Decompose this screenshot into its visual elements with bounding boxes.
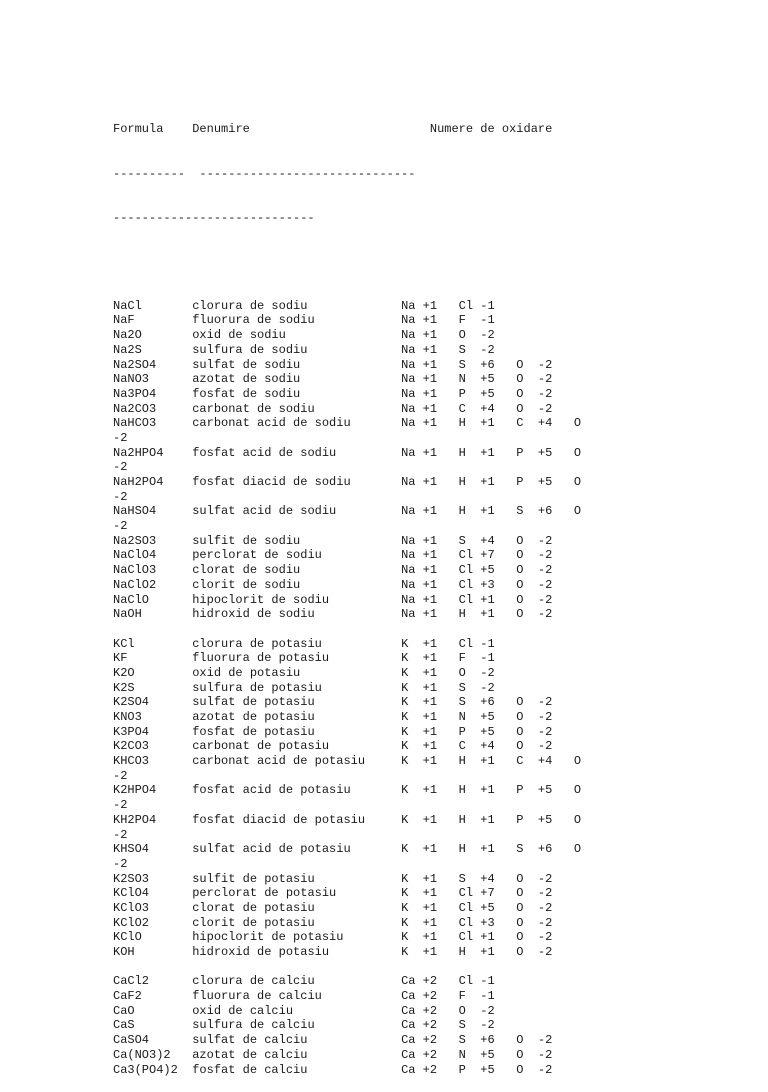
- compound-name: azotat de potasiu: [192, 710, 402, 725]
- compound-row: [113, 872, 581, 887]
- oxidation-numbers: Na +1 H +1 O -2: [401, 607, 553, 622]
- oxidation-numbers: K +1 H +1 O -2: [401, 945, 553, 960]
- compound-name: sulfat acid de potasiu: [192, 842, 402, 857]
- compound-row: [113, 1048, 581, 1063]
- wrapped-oxidation: -2: [113, 827, 128, 842]
- compound-name: hidroxid de sodiu: [192, 607, 402, 622]
- compound-formula: K2SO3: [113, 871, 193, 886]
- compound-row: [113, 916, 581, 931]
- compound-formula: CaSO4: [113, 1033, 193, 1048]
- compound-formula: K2O: [113, 665, 193, 680]
- compound-name: hidroxid de potasiu: [192, 945, 402, 960]
- oxidation-numbers: Ca +2 S +6 O -2: [401, 1033, 553, 1048]
- compound-formula: KHCO3: [113, 754, 193, 769]
- compound-row: [113, 886, 581, 901]
- compound-formula: CaO: [113, 1003, 193, 1018]
- compound-name: oxid de potasiu: [192, 665, 402, 680]
- compound-row: [113, 651, 581, 666]
- compound-name: perclorat de potasiu: [192, 886, 402, 901]
- compound-name: fluorura de sodiu: [192, 313, 402, 328]
- compound-row: [113, 1018, 581, 1033]
- compound-row: [113, 548, 581, 563]
- compound-row: [113, 930, 581, 945]
- compound-formula: KH2PO4: [113, 812, 193, 827]
- compound-name: oxid de sodiu: [192, 328, 402, 343]
- oxidation-numbers: Ca +2 Cl -1: [401, 974, 495, 989]
- wrapped-oxidation: -2: [113, 460, 128, 475]
- oxidation-numbers: Na +1 H +1 P +5 O: [401, 445, 582, 460]
- compound-row: [113, 1004, 581, 1019]
- compound-name: azotat de sodiu: [192, 372, 402, 387]
- compound-name: hipoclorit de sodiu: [192, 592, 402, 607]
- oxidation-numbers: Na +1 H +1 C +4 O: [401, 416, 582, 431]
- oxidation-numbers: Na +1 Cl +7 O -2: [401, 548, 553, 563]
- oxidation-numbers: Na +1 H +1 S +6 O: [401, 504, 582, 519]
- compound-formula: NaClO4: [113, 548, 193, 563]
- compound-row: [113, 343, 581, 358]
- compound-row: [113, 681, 581, 696]
- compound-formula: CaCl2: [113, 974, 193, 989]
- compound-row: [113, 387, 581, 402]
- compound-name: carbonat de potasiu: [192, 739, 402, 754]
- header-name: Denumire: [192, 122, 250, 137]
- compound-name: fluorura de potasiu: [192, 651, 402, 666]
- document-body: [113, 93, 581, 1092]
- compound-formula: KClO: [113, 930, 193, 945]
- compound-formula: NaOH: [113, 607, 193, 622]
- compound-formula: Na2SO3: [113, 533, 193, 548]
- oxidation-numbers: K +1 O -2: [401, 665, 495, 680]
- compound-formula: K2SO4: [113, 695, 193, 710]
- compound-name: fosfat de sodiu: [192, 386, 402, 401]
- compound-row: [113, 416, 581, 431]
- compound-formula: KClO3: [113, 900, 193, 915]
- compound-name: fosfat de calciu: [192, 1062, 402, 1077]
- compound-formula: NaClO3: [113, 563, 193, 578]
- compound-formula: Ca(NO3)2: [113, 1047, 193, 1062]
- compound-row: [113, 372, 581, 387]
- oxidation-numbers: K +1 N +5 O -2: [401, 710, 553, 725]
- oxidation-numbers: K +1 H +1 S +6 O: [401, 842, 582, 857]
- compound-row: [113, 989, 581, 1004]
- compound-formula: KOH: [113, 945, 193, 960]
- compound-formula: Na2S: [113, 342, 193, 357]
- compound-name: fosfat diacid de potasiu: [192, 812, 402, 827]
- compound-row: [113, 299, 581, 314]
- compound-formula: Na2HPO4: [113, 445, 193, 460]
- oxidation-numbers: K +1 S +6 O -2: [401, 695, 553, 710]
- oxidation-numbers: Na +1 H +1 P +5 O: [401, 475, 582, 490]
- compound-formula: NaHSO4: [113, 504, 193, 519]
- oxidation-numbers: Na +1 S +4 O -2: [401, 533, 553, 548]
- compound-name: perclorat de sodiu: [192, 548, 402, 563]
- compound-name: fosfat diacid de sodiu: [192, 475, 402, 490]
- compound-row: [113, 710, 581, 725]
- oxidation-numbers: K +1 F -1: [401, 651, 495, 666]
- compound-formula: KHSO4: [113, 842, 193, 857]
- compound-formula: KF: [113, 651, 193, 666]
- compound-formula: Na3PO4: [113, 386, 193, 401]
- compound-formula: NaH2PO4: [113, 475, 193, 490]
- oxidation-numbers: Na +1 S +6 O -2: [401, 357, 553, 372]
- compound-row: [113, 725, 581, 740]
- compound-row: [113, 739, 581, 754]
- compound-row: [113, 475, 581, 490]
- oxidation-numbers: K +1 H +1 C +4 O: [401, 754, 582, 769]
- compound-formula: K2HPO4: [113, 783, 193, 798]
- compound-row: [113, 1033, 581, 1048]
- compound-name: clorit de sodiu: [192, 577, 402, 592]
- compound-row: [113, 578, 581, 593]
- wrapped-oxidation: -2: [113, 489, 128, 504]
- compound-name: clorat de sodiu: [192, 563, 402, 578]
- compound-name: sulfat de calciu: [192, 1033, 402, 1048]
- compound-name: carbonat acid de sodiu: [192, 416, 402, 431]
- compound-name: sulfat de potasiu: [192, 695, 402, 710]
- compound-name: carbonat acid de potasiu: [192, 754, 402, 769]
- compound-formula: Na2O: [113, 328, 193, 343]
- compound-formula: CaF2: [113, 989, 193, 1004]
- compound-formula: CaS: [113, 1018, 193, 1033]
- compound-name: clorura de calciu: [192, 974, 402, 989]
- compound-row: [113, 534, 581, 549]
- compound-row: [113, 974, 581, 989]
- compound-formula: Na2CO3: [113, 401, 193, 416]
- compound-row: [113, 402, 581, 417]
- oxidation-numbers: Na +1 Cl +3 O -2: [401, 577, 553, 592]
- compound-row: [113, 945, 581, 960]
- compound-list: [113, 299, 581, 1077]
- compound-row: [113, 1063, 581, 1078]
- compound-name: fluorura de calciu: [192, 989, 402, 1004]
- compound-formula: K3PO4: [113, 724, 193, 739]
- compound-formula: KClO2: [113, 915, 193, 930]
- oxidation-numbers: Na +1 S -2: [401, 342, 495, 357]
- oxidation-numbers: Ca +2 S -2: [401, 1018, 495, 1033]
- compound-row: [113, 593, 581, 608]
- compound-formula: NaClO: [113, 592, 193, 607]
- compound-name: carbonat de sodiu: [192, 401, 402, 416]
- compound-name: sulfura de sodiu: [192, 342, 402, 357]
- compound-row: [113, 313, 581, 328]
- wrapped-oxidation: -2: [113, 768, 128, 783]
- spacer: [113, 255, 581, 270]
- oxidation-numbers: Ca +2 P +5 O -2: [401, 1062, 553, 1077]
- compound-name: fosfat acid de sodiu: [192, 445, 402, 460]
- compound-row: [113, 446, 581, 461]
- wrapped-oxidation: -2: [113, 430, 128, 445]
- group-spacer: [113, 622, 581, 637]
- oxidation-numbers: K +1 Cl +1 O -2: [401, 930, 553, 945]
- oxidation-numbers: K +1 C +4 O -2: [401, 739, 553, 754]
- oxidation-numbers: Na +1 O -2: [401, 328, 495, 343]
- compound-formula: K2S: [113, 680, 193, 695]
- compound-row: [113, 901, 581, 916]
- wrapped-oxidation: -2: [113, 519, 128, 534]
- compound-formula: Na2SO4: [113, 357, 193, 372]
- compound-formula: NaF: [113, 313, 193, 328]
- compound-row: [113, 666, 581, 681]
- compound-formula: NaCl: [113, 298, 193, 313]
- compound-formula: KClO4: [113, 886, 193, 901]
- oxidation-numbers: Ca +2 O -2: [401, 1003, 495, 1018]
- oxidation-numbers: Ca +2 F -1: [401, 989, 495, 1004]
- oxidation-numbers: K +1 P +5 O -2: [401, 724, 553, 739]
- compound-name: sulfat de sodiu: [192, 357, 402, 372]
- compound-name: fosfat de potasiu: [192, 724, 402, 739]
- oxidation-numbers: K +1 Cl +7 O -2: [401, 886, 553, 901]
- compound-name: oxid de calciu: [192, 1003, 402, 1018]
- compound-formula: NaClO2: [113, 577, 193, 592]
- compound-name: clorat de potasiu: [192, 900, 402, 915]
- compound-row: [113, 607, 581, 622]
- oxidation-numbers: Na +1 F -1: [401, 313, 495, 328]
- wrapped-oxidation: -2: [113, 798, 128, 813]
- compound-formula: NaHCO3: [113, 416, 193, 431]
- compound-row: [113, 842, 581, 857]
- compound-formula: KCl: [113, 636, 193, 651]
- oxidation-numbers: K +1 S -2: [401, 680, 495, 695]
- compound-row: [113, 358, 581, 373]
- compound-row: [113, 783, 581, 798]
- compound-row: [113, 754, 581, 769]
- compound-name: sulfit de sodiu: [192, 533, 402, 548]
- oxidation-numbers: K +1 Cl +5 O -2: [401, 900, 553, 915]
- compound-name: sulfura de potasiu: [192, 680, 402, 695]
- compound-row: [113, 695, 581, 710]
- wrapped-oxidation: -2: [113, 856, 128, 871]
- compound-row: [113, 328, 581, 343]
- header-oxidation: Numere de oxidare: [429, 122, 553, 137]
- oxidation-numbers: Na +1 Cl -1: [401, 298, 495, 313]
- compound-name: sulfat acid de sodiu: [192, 504, 402, 519]
- compound-name: clorura de sodiu: [192, 298, 402, 313]
- oxidation-numbers: Na +1 P +5 O -2: [401, 386, 553, 401]
- oxidation-numbers: K +1 Cl +3 O -2: [401, 915, 553, 930]
- header-formula: Formula: [113, 122, 164, 137]
- header-row: [113, 122, 581, 137]
- oxidation-numbers: Na +1 N +5 O -2: [401, 372, 553, 387]
- compound-row: [113, 504, 581, 519]
- compound-name: hipoclorit de potasiu: [192, 930, 402, 945]
- oxidation-numbers: Ca +2 N +5 O -2: [401, 1047, 553, 1062]
- group-spacer: [113, 960, 581, 975]
- compound-formula: NaNO3: [113, 372, 193, 387]
- oxidation-numbers: K +1 Cl -1: [401, 636, 495, 651]
- compound-name: sulfura de calciu: [192, 1018, 402, 1033]
- compound-name: azotat de calciu: [192, 1047, 402, 1062]
- compound-name: clorit de potasiu: [192, 915, 402, 930]
- header-rule-2: ----------------------------: [113, 210, 315, 225]
- compound-formula: Ca3(PO4)2: [113, 1062, 193, 1077]
- compound-name: fosfat acid de potasiu: [192, 783, 402, 798]
- oxidation-numbers: K +1 H +1 P +5 O: [401, 812, 582, 827]
- oxidation-numbers: K +1 S +4 O -2: [401, 871, 553, 886]
- compound-row: [113, 813, 581, 828]
- compound-formula: K2CO3: [113, 739, 193, 754]
- compound-formula: KNO3: [113, 710, 193, 725]
- oxidation-numbers: Na +1 C +4 O -2: [401, 401, 553, 416]
- compound-name: clorura de potasiu: [192, 636, 402, 651]
- oxidation-numbers: Na +1 Cl +5 O -2: [401, 563, 553, 578]
- oxidation-numbers: K +1 H +1 P +5 O: [401, 783, 582, 798]
- compound-row: [113, 563, 581, 578]
- header-rule-1: ---------- ------------------------------: [113, 166, 416, 181]
- compound-row: [113, 637, 581, 652]
- compound-name: sulfit de potasiu: [192, 871, 402, 886]
- oxidation-numbers: Na +1 Cl +1 O -2: [401, 592, 553, 607]
